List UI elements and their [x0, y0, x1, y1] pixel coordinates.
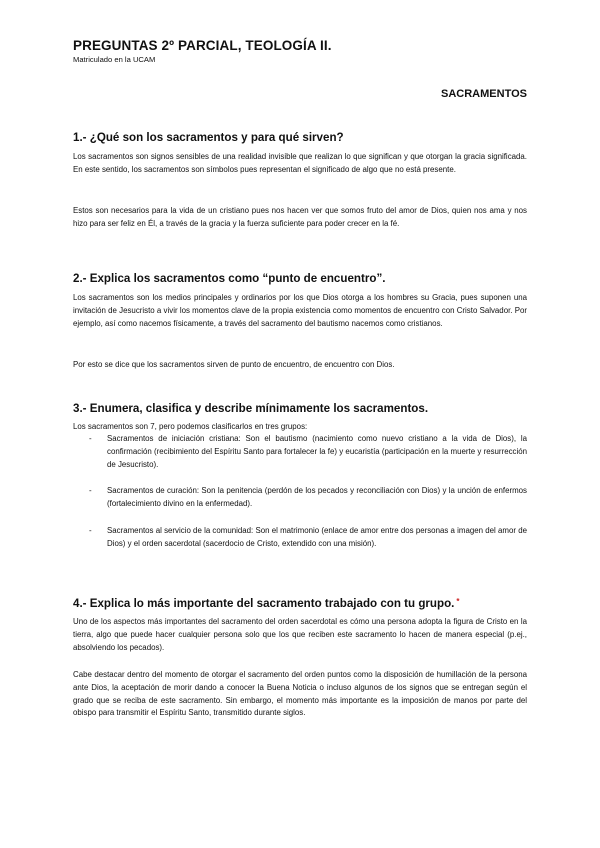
- question-4-paragraph-1: Uno de los aspectos más importantes del sacramento del orden sacerdotal es cómo una persona adopta la figura de Cristo en la tierra, algo que puede hacer cualquier persona solo que los que reciben este sacramento lo hacen de manera especial (p.ej., absolviendo los pecados).: [73, 617, 527, 652]
- question-4-paragraph-2: Cabe destacar dentro del momento de otorgar el sacramento del orden puntos como la disposición de humillación de la persona ante Dios, la aceptación de morir dando a conocer la Buena Noticia o incluso algunos de los signos que se entregan según el grado que se reciba de este sacramento. Sin embargo, el momento más importante es la imposición de manos por parte del obispo para transmitir el Espíritu Santo, transmitido durante siglos.: [73, 670, 527, 718]
- document-subtitle: Matriculado en la UCAM: [73, 55, 156, 64]
- question-2-paragraph-2: Por esto se dice que los sacramentos sirven de punto de encuentro, de encuentro con Dios.: [73, 360, 395, 369]
- list-item: - Sacramentos al servicio de la comunidad: Son el matrimonio (enlace de amor entre dos personas a imagen del amor de Dios) y el orden sacerdotal (sacerdocio de Cristo, extendido con una misión).: [89, 525, 527, 551]
- document-title: PREGUNTAS 2º PARCIAL, TEOLOGÍA II.: [73, 38, 332, 53]
- section-heading: SACRAMENTOS: [441, 88, 527, 100]
- question-1-paragraph-1: Los sacramentos son signos sensibles de una realidad invisible que realizan lo que significan y que otorgan la gracia significada. En este sentido, los sacramentos son símbolos pues representan el significado de algo que no está presente.: [73, 152, 527, 174]
- question-2-heading: 2.- Explica los sacramentos como “punto de encuentro”.: [73, 272, 386, 285]
- question-4-heading-text: 4.- Explica lo más importante del sacramento trabajado con tu grupo.: [73, 597, 455, 610]
- question-4-heading: [73, 597, 460, 610]
- list-item: - Sacramentos de iniciación cristiana: Son el bautismo (nacimiento como nuevo cristiano a la vida de Dios), la confirmación (recibimiento del Espíritu Santo para fortalecer la fe) y eucaristía (participación en la muerte y resurrección de Jesucristo).: [89, 433, 527, 471]
- asterisk-marker: *: [456, 597, 460, 606]
- question-3-heading: 3.- Enumera, clasifica y describe mínimamente los sacramentos.: [73, 402, 429, 415]
- question-1-paragraph-2: Estos son necesarios para la vida de un cristiano pues nos hacen ver que somos fruto del amor de Dios, quien nos ama y nos hizo para ser feliz en Él, a través de la gracia y la fuerza suficiente para poder crecer en la fé.: [73, 206, 527, 228]
- sacrament-groups-list: [89, 433, 527, 565]
- question-3-intro: Los sacramentos son 7, pero podemos clasificarlos en tres grupos:: [73, 422, 308, 431]
- list-item: - Sacramentos de curación: Son la penitencia (perdón de los pecados y reconciliación con Dios) y la unción de enfermos (fortalecimiento divino en la enfermedad).: [89, 485, 527, 511]
- question-2-paragraph-1: Los sacramentos son los medios principales y ordinarios por los que Dios otorga a los hombres su Gracia, pues suponen una invitación de Jesucristo a vivir los momentos clave de la propia existencia como momentos de encuentro con Cristo Salvador. Por ejemplo, así como nacemos físicamente, a través del sacramento del bautismo nacemos como cristianos.: [73, 293, 527, 328]
- question-1-heading: 1.- ¿Qué son los sacramentos y para qué sirven?: [73, 131, 344, 144]
